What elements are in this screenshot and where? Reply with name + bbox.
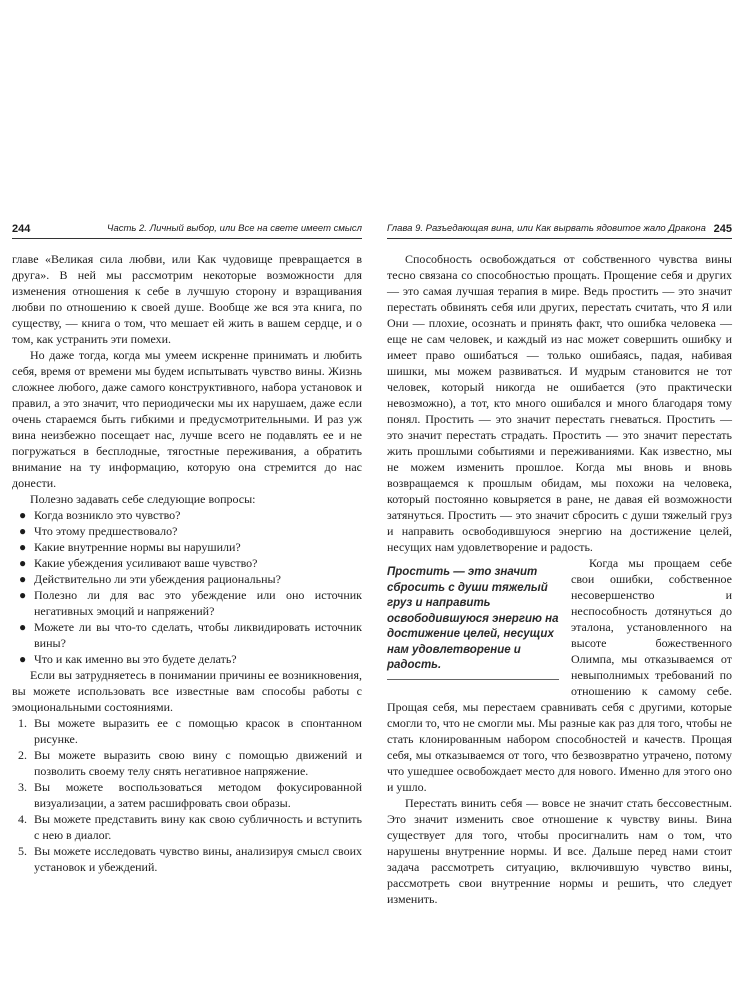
list-item: 1. Вы можете выразить ее с помощью красок в спонтанном рисунке.	[18, 716, 362, 746]
bullet-icon: ●	[19, 652, 27, 666]
bullet-icon: ●	[19, 588, 27, 602]
paragraph: главе «Великая сила любви, или Как чудовище превращается в друга». В ней мы рассмотрим некоторые возможности для изменения отношения к себе в лучшую сторону и взращивания любви по отношению к своей душе. Вообще же вся эта книга, по существу, — книга о том, что мешает ей жить в вашем сердце, и о том, как устранить эти помехи.	[12, 252, 362, 346]
bullet-icon: ●	[19, 540, 27, 554]
paragraph: Перестать винить себя — вовсе не значит стать бессовестным. Это значит изменить свое отношение к чувству вины. Вина существует для того, чтобы просигналить нам о том, что нарушены внутренние нормы. И все. Дальше перед нами стоит задача рассмотреть ситуацию, включившую чувство вины, рассмотреть свои внутренние нормы и решить, что следует изменить.	[387, 796, 732, 906]
left-page-header	[12, 222, 362, 239]
page-number: 244	[12, 223, 31, 235]
questions-list	[12, 507, 362, 667]
bullet-icon: ●	[19, 524, 27, 538]
list-item: ● Полезно ли для вас это убеждение или оно источник негативных эмоций и напряжений?	[19, 588, 362, 618]
list-item: ● Можете ли вы что-то сделать, чтобы ликвидировать источник вины?	[19, 620, 362, 650]
paragraph: Способность освобождаться от собственного чувства вины тесно связана со способностью прощать. Прощение себя и других — это самая лучшая терапия в мире. Ведь простить — это значит перестать обвинять себя или других, перестать считать, что Я или Они — плохие, осознать и принять факт, что ошибка человека — еще не сам человек, и каждый из нас может совершить ошибку и имеет право ошибаться — только ошибаясь, падая, набивая шишки, мы можем развиваться. И мудрым становится не тот человек, который никогда не ошибается (это практически невозможно), а тот, кто много ошибался и много благодаря тому понял. Простить — это значит перестать гневаться. Простить — это значит перестать страдать. Простить — это значит перестать жить прошлыми событиями и переживаниями. Как известно, мы не можем изменить прошлое. Когда мы вновь и вновь возвращаемся к прошлым обидам, мы похожи на человека, который постоянно ковыряется в ране, не давая ей возможности затянуться. Простить — это значит сбросить с души тяжелый груз и направить освободившуюся энергию на достижение целей, несущих нам удовлетворение и радость.	[387, 252, 732, 554]
methods-list	[12, 715, 362, 875]
list-item: ● Какие внутренние нормы вы нарушили?	[19, 540, 241, 554]
paragraph: Когда мы прощаем себе свои ошибки, собственное несовершенство и неспособность дотянуться до эталона, установленного на высоте божественного Олимпа, мы отказываемся от невыполнимых требований по отношению к самому себе. Прощая себя, мы перестаем сравнивать себя с другими, которые смогли то, что не смогли мы. Мы разные как раз для того, чтобы не стать клонированным набором способностей и качеств. Прощая себя, мы отказываемся от того, что безвозвратно утрачено, потому что ушедшее освобождает место для нового. Именно для этого оно и ушло.	[387, 556, 732, 794]
bullet-icon: ●	[19, 508, 27, 522]
bullet-icon: ●	[19, 572, 27, 586]
left-page	[12, 222, 362, 875]
paragraph: Но даже тогда, когда мы умеем искренне принимать и любить себя, время от времени мы будем испытывать чувство вины. Жизнь сложнее любого, даже самого конструктивного, набора установок и правил, а это значит, что периодически мы их нарушаем, даже если очень стараемся быть гибкими и предусмотрительными. И раз уж вина неизбежно посещает нас, лучше всего не подавлять ее и не погружаться в бесплодные, тягостные переживания, а обратить внимание на ту информацию, которую она стремится до нас донести.	[12, 348, 362, 490]
list-item: ● Что и как именно вы это будете делать?	[19, 652, 237, 666]
list-item: 5. Вы можете исследовать чувство вины, анализируя смысл своих установок и убеждений.	[18, 844, 362, 874]
page-number: 245	[713, 223, 732, 235]
list-item: ● Что этому предшествовало?	[19, 524, 178, 538]
right-page-header	[387, 222, 732, 239]
list-item: 4. Вы можете представить вину как свою субличность и вступить с нею в диалог.	[18, 812, 362, 842]
list-number: 3.	[18, 780, 27, 794]
running-head: Часть 2. Личный выбор, или Все на свете имеет смысл	[107, 223, 362, 234]
bullet-icon: ●	[19, 556, 27, 570]
list-item: 2. Вы можете выразить свою вину с помощью движений и позволить своему телу снять негативное напряжение.	[18, 748, 362, 778]
right-page-body	[387, 251, 732, 907]
list-number: 1.	[18, 716, 27, 730]
list-number: 5.	[18, 844, 27, 858]
bullet-icon: ●	[19, 620, 27, 634]
pull-quote: Простить — это значит сбросить с души тяжелый груз и направить освободившуюся энергию на достижение целей, несущих нам удовлетворение и радость.	[387, 565, 559, 680]
pull-quote-rule	[387, 679, 559, 680]
list-item: ● Какие убеждения усиливают ваше чувство?	[19, 556, 258, 570]
running-head: Глава 9. Разъедающая вина, или Как вырвать ядовитое жало Дракона	[387, 223, 706, 234]
list-item: ● Действительно ли эти убеждения рациональны?	[19, 572, 281, 586]
list-item: ● Когда возникло это чувство?	[19, 508, 181, 522]
left-page-body	[12, 251, 362, 875]
pull-quote-section	[387, 555, 732, 795]
paragraph: Полезно задавать себе следующие вопросы:	[30, 492, 256, 506]
list-number: 2.	[18, 748, 27, 762]
paragraph: Если вы затрудняетесь в понимании причины ее возникновения, вы можете использовать все известные вам способы работы с эмоциональными состояниями.	[12, 668, 362, 714]
list-number: 4.	[18, 812, 27, 826]
list-item: 3. Вы можете воспользоваться методом фокусированной визуализации, а затем расшифровать свои образы.	[18, 780, 362, 810]
right-page	[387, 222, 732, 907]
